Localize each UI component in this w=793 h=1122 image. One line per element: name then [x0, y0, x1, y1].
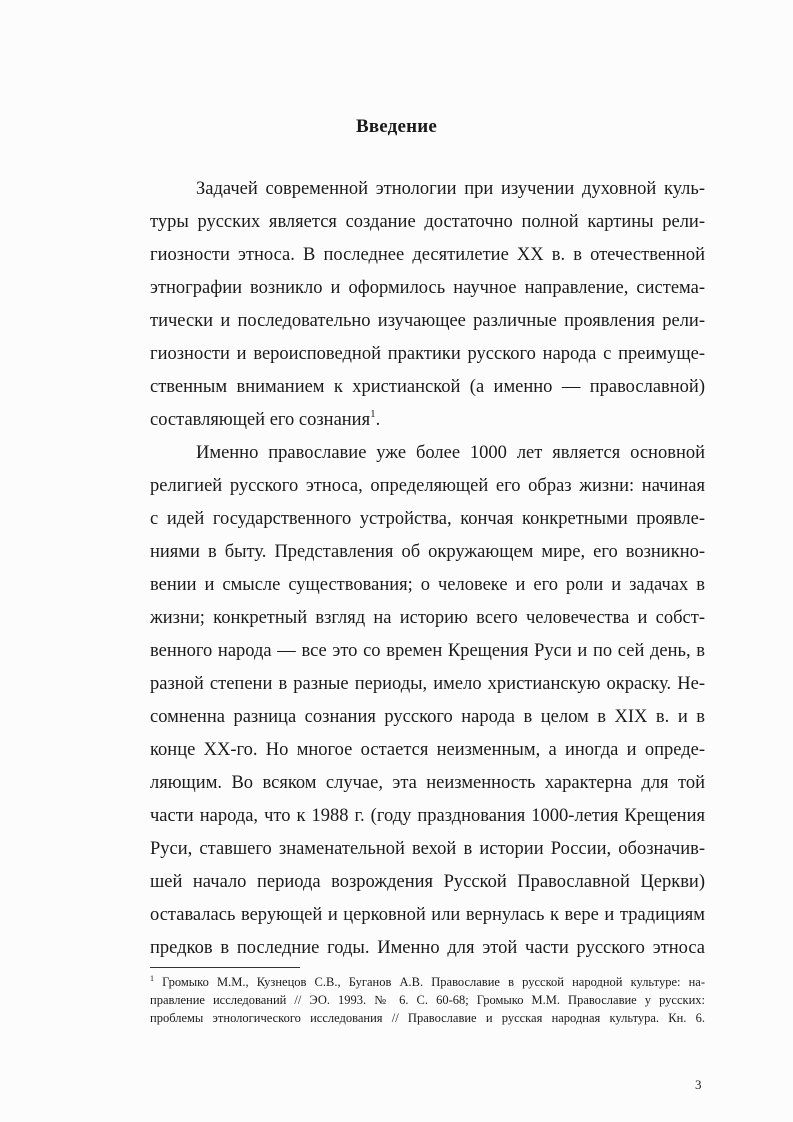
- paragraph-2-line-16: предков в последние годы. Именно для этой части русского этноса: [150, 938, 705, 958]
- paragraph-1-line-1: Задачей современной этнологии при изучении духовной куль-: [196, 179, 705, 199]
- paragraph-2-line-2: религией русского этноса, определяющей его образ жизни: начиная: [150, 476, 705, 496]
- footnote-line-3: проблемы этнологического исследования // Православие и русская народная культура. Кн. 6.: [150, 1011, 705, 1025]
- paragraph-1-line-7: ственным вниманием к христианской (а именно — православной): [150, 377, 705, 397]
- paragraph-2-line-6: жизни; конкретный взгляд на историю всего человечества и собст-: [150, 608, 705, 628]
- footnote-line-2: правление исследований // ЭО. 1993. № 6. С. 60-68; Громыко М.М. Православие у русских:: [150, 993, 705, 1007]
- paragraph-2-line-12: части народа, что к 1988 г. (году празднования 1000-летия Крещения: [150, 806, 705, 826]
- paragraph-2-line-7: венного народа — все это со времен Крещения Руси и по сей день, в: [150, 641, 705, 661]
- paragraph-2-line-15: оставалась верующей и церковной или вернулась к вере и традициям: [150, 905, 705, 925]
- paragraph-2-line-3: с идей государственного устройства, кончая конкретными проявле-: [150, 509, 705, 529]
- paragraph-1-line-5: тически и последовательно изучающее различные проявления рели-: [150, 311, 705, 331]
- paragraph-1-line-2: туры русских является создание достаточно полной картины рели-: [150, 212, 705, 232]
- footnote-line-1-text: Громыко М.М., Кузнецов С.В., Буганов А.В. Православие в русской народной культуре: на-: [162, 975, 706, 989]
- footnote-mark: 1: [150, 974, 154, 983]
- footnote-line-1: [150, 974, 705, 991]
- paragraph-2-line-4: ниями в быту. Представления об окружающем мире, его возникно-: [150, 542, 705, 562]
- footnote-reference[interactable]: 1: [370, 408, 376, 420]
- paragraph-1-line-8: [150, 409, 705, 431]
- paragraph-1-line-4: этнографии возникло и оформилось научное направление, система-: [150, 278, 705, 298]
- footnote-separator: [150, 967, 300, 968]
- footnote-reference-tail: .: [375, 410, 381, 430]
- paragraph-1-line-8-text: составляющей его сознания: [150, 410, 371, 430]
- paragraph-1-line-6: гиозности и вероисповедной практики русского народа с преимуще-: [150, 344, 705, 364]
- section-heading: Введение: [355, 116, 438, 137]
- page-number: 3: [695, 1077, 702, 1092]
- paragraph-2-line-1: Именно православие уже более 1000 лет является основной: [196, 443, 705, 463]
- paragraph-2-line-13: Руси, ставшего знаменательной вехой в истории России, обозначив-: [150, 839, 705, 859]
- paragraph-2-line-8: разной степени в разные периоды, имело христианскую окраску. Не-: [150, 674, 705, 694]
- paragraph-2-line-14: шей начало периода возрождения Русской Православной Церкви): [150, 872, 705, 892]
- paragraph-1-line-3: гиозности этноса. В последнее десятилетие XX в. в отечественной: [150, 245, 705, 265]
- paragraph-2-line-10: конце XX-го. Но многое остается неизменным, а иногда и опреде-: [150, 740, 705, 760]
- paragraph-2-line-11: ляющим. Во всяком случае, эта неизменность характерна для той: [150, 773, 705, 793]
- paragraph-2-line-9: сомненна разница сознания русского народа в целом в XIX в. и в: [150, 707, 705, 727]
- paragraph-2-line-5: вении и смысле существования; о человеке и его роли и задачах в: [150, 575, 705, 595]
